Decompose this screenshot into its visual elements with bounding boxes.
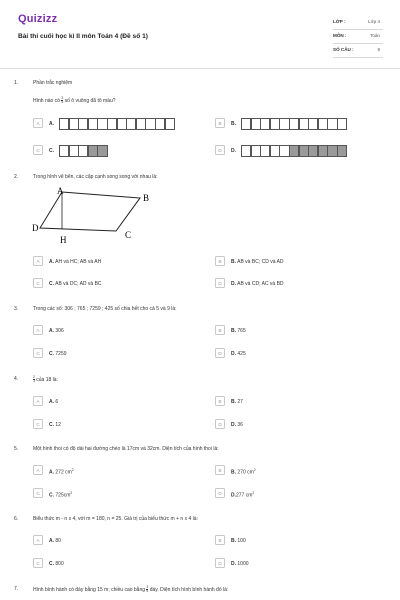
vertex-d: D xyxy=(32,223,39,233)
option-text: AB và DC; AD và BC xyxy=(55,280,102,287)
question-text: Hình bình hành có đáy bằng 15 m; chiều cao bằng $\frac{3}{5}$ đáy. Diện tích hình bình hành đó là: xyxy=(33,585,229,594)
vertex-c: C xyxy=(125,230,132,240)
question-text: Một hình thoi có độ dài hai đường chéo là 17cm và 32cm. Diện tích của hình thoi là: xyxy=(33,446,219,452)
option-text: AB và BC; CD và AD xyxy=(237,258,284,265)
meta-label: LỚP : xyxy=(333,19,346,24)
option-letter: C xyxy=(33,488,43,498)
option-text: AB và CD; AC và BD xyxy=(237,280,284,287)
option-label: A. xyxy=(49,327,54,334)
option-label: A. xyxy=(49,398,54,405)
question-number: 6. xyxy=(14,516,19,522)
option-label: B. xyxy=(231,120,236,127)
grid-cell xyxy=(337,145,347,157)
option-text: 100 xyxy=(237,537,246,544)
meta-count xyxy=(333,44,383,58)
grid-d xyxy=(241,145,347,157)
question-number: 2. xyxy=(14,174,19,180)
option-text: 270 cm xyxy=(236,469,254,476)
option-label: C. xyxy=(49,147,54,154)
option-letter: C xyxy=(33,145,43,155)
option-text: 725cm xyxy=(54,492,71,499)
option-text: 1000 xyxy=(237,560,249,567)
option-text: 80 xyxy=(55,537,61,544)
option-label: D. xyxy=(231,421,236,428)
question-text: Hình nào có $\frac{3}{5}$ số ô vuông đã tô màu? xyxy=(33,96,116,105)
option-letter: A xyxy=(33,535,43,545)
option-letter: C xyxy=(33,419,43,429)
option-text: 7259 xyxy=(55,350,67,357)
meta-subject xyxy=(333,30,383,44)
worksheet-meta xyxy=(333,16,383,58)
option-letter: C xyxy=(33,558,43,568)
option-label: C. xyxy=(49,280,54,287)
option-label: D. xyxy=(231,147,236,154)
option-label: C. xyxy=(49,421,54,428)
option-letter: D xyxy=(215,488,225,498)
option-letter: B xyxy=(215,325,225,335)
meta-value: Toán xyxy=(370,33,380,38)
meta-label: MÔN : xyxy=(333,33,347,38)
option-letter: A xyxy=(33,396,43,406)
option-letter: A xyxy=(33,325,43,335)
worksheet-title: Bài thi cuối học kì II môn Toán 4 (Đề số 1) xyxy=(18,33,148,40)
option-letter: D xyxy=(215,145,225,155)
question-text: Trong hình vẽ bên, các cặp cạnh song song với nhau là: xyxy=(33,174,158,180)
question-number: 4. xyxy=(14,376,19,382)
question-number: 3. xyxy=(14,306,19,312)
option-letter: D xyxy=(215,419,225,429)
vertex-b: B xyxy=(143,193,150,203)
option-label: A. xyxy=(49,469,54,476)
option-letter: D xyxy=(215,278,225,288)
option-letter: A xyxy=(33,465,43,475)
option-label: D. xyxy=(231,350,236,357)
option-label: A. xyxy=(49,258,54,265)
question-number: 7. xyxy=(14,586,19,592)
meta-label: SỐ CÂU : xyxy=(333,47,354,52)
option-letter: C xyxy=(33,278,43,288)
option-text: 12 xyxy=(55,421,61,428)
option-letter: B xyxy=(215,535,225,545)
option-letter: A xyxy=(33,256,43,266)
vertex-a: A xyxy=(57,186,64,196)
option-letter: B xyxy=(215,396,225,406)
option-letter: B xyxy=(215,465,225,475)
question-number: 5. xyxy=(14,446,19,452)
question-section: Phần trắc nghiệm xyxy=(33,80,73,86)
grid-c xyxy=(59,145,107,157)
worksheet-header xyxy=(0,0,400,62)
grid-cell xyxy=(165,118,175,130)
option-text: 306 xyxy=(55,327,64,334)
option-letter: C xyxy=(33,348,43,358)
option-text: 6 xyxy=(55,398,59,405)
option-label: B. xyxy=(231,258,236,265)
header-divider xyxy=(0,68,400,69)
option-label: B. xyxy=(231,327,236,334)
option-letter: A xyxy=(33,118,43,128)
option-text: 272 cm xyxy=(55,469,72,476)
option-label: D. xyxy=(231,492,236,499)
grid-a xyxy=(59,118,174,130)
option-label: C. xyxy=(49,492,54,499)
option-text: 27 xyxy=(237,398,243,405)
option-label: C. xyxy=(49,560,54,567)
meta-class xyxy=(333,16,383,30)
option-label: B. xyxy=(231,537,236,544)
option-label: D. xyxy=(231,280,236,287)
meta-value: 9 xyxy=(377,47,380,52)
option-text: 277 cm xyxy=(236,492,253,499)
vertex-h: H xyxy=(60,235,67,245)
option-label: A. xyxy=(49,120,54,127)
grid-b xyxy=(241,118,347,130)
option-letter: B xyxy=(215,118,225,128)
option-label: D. xyxy=(231,560,236,567)
grid-cell xyxy=(337,118,347,130)
option-letter: B xyxy=(215,256,225,266)
option-letter: D xyxy=(215,348,225,358)
option-label: B. xyxy=(231,398,236,405)
parallelogram-figure xyxy=(30,186,160,250)
question-number: 1. xyxy=(14,80,19,86)
question-text: Biểu thức m - n x 4, với m = 180, n = 25. Giá trị của biểu thức m + n x 4 là: xyxy=(33,516,198,522)
option-label: C. xyxy=(49,350,54,357)
option-text: 800 xyxy=(55,560,64,567)
question-text: Trong các số: 306 ; 765 ; 7259 ; 425 số chia hết cho cả 5 và 9 là: xyxy=(33,306,177,312)
option-text: AH và HC; AB và AH xyxy=(55,258,102,265)
quizizz-logo: Quizizz xyxy=(18,13,58,25)
grid-cell xyxy=(97,145,107,157)
option-text: 425 xyxy=(237,350,246,357)
fraction: $\frac{2}{3}$ xyxy=(33,375,35,384)
option-letter: D xyxy=(215,558,225,568)
option-text: 765 xyxy=(237,327,246,334)
fraction: $\frac{3}{5}$ xyxy=(61,96,64,105)
option-label: B. xyxy=(231,469,236,476)
option-text: 36 xyxy=(237,421,243,428)
option-label: A. xyxy=(49,537,54,544)
question-text: $\frac{2}{3}$ của 18 là: xyxy=(33,375,58,384)
fraction: $\frac{3}{5}$ xyxy=(146,585,149,594)
meta-value: Lớp 4 xyxy=(368,19,380,24)
